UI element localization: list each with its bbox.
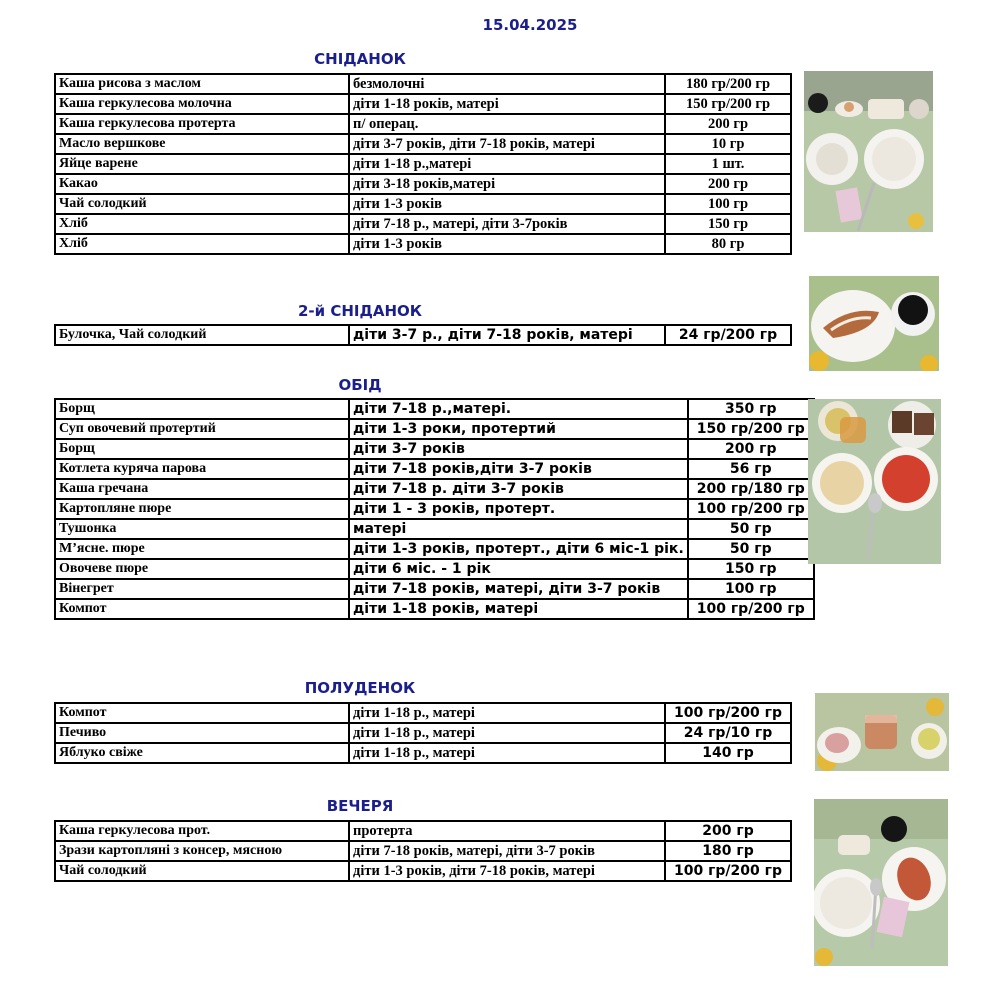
recipients-cell: діти 1-3 років bbox=[349, 234, 665, 254]
table-row bbox=[55, 539, 814, 559]
portion-cell: 200 гр/180 гр bbox=[688, 479, 814, 499]
portion-cell: 140 гр bbox=[665, 743, 791, 763]
second-breakfast-title: 2-й СНІДАНОК bbox=[297, 302, 423, 320]
dish-cell: Каша гречана bbox=[55, 479, 349, 499]
portion-cell: 100 гр bbox=[688, 579, 814, 599]
dish-cell: Каша геркулесова молочна bbox=[55, 94, 349, 114]
portion-cell: 80 гр bbox=[665, 234, 791, 254]
portion-cell: 10 гр bbox=[665, 134, 791, 154]
snack-photo bbox=[815, 693, 949, 771]
recipients-cell: п/ операц. bbox=[349, 114, 665, 134]
dish-cell: Компот bbox=[55, 703, 349, 723]
recipients-cell: безмолочні bbox=[349, 74, 665, 94]
menu-date: 15.04.2025 bbox=[482, 16, 578, 34]
dish-cell: Яблуко свіже bbox=[55, 743, 349, 763]
portion-cell: 350 гр bbox=[688, 399, 814, 419]
recipients-cell: діти 7-18 років,діти 3-7 років bbox=[349, 459, 688, 479]
table-row bbox=[55, 419, 814, 439]
snack-table bbox=[54, 702, 792, 764]
dish-cell: Хліб bbox=[55, 214, 349, 234]
portion-cell: 100 гр/200 гр bbox=[665, 703, 791, 723]
recipients-cell: діти 7-18 р.,матері. bbox=[349, 399, 688, 419]
recipients-cell: діти 1-3 років, діти 7-18 років, матері bbox=[349, 861, 665, 881]
recipients-cell: діти 1-3 роки, протертий bbox=[349, 419, 688, 439]
recipients-cell: діти 3-18 років,матері bbox=[349, 174, 665, 194]
table-row bbox=[55, 194, 791, 214]
recipients-cell: діти 6 міс. - 1 рік bbox=[349, 559, 688, 579]
recipients-cell: діти 1-3 років bbox=[349, 194, 665, 214]
table-row bbox=[55, 579, 814, 599]
table-row bbox=[55, 154, 791, 174]
portion-cell: 50 гр bbox=[688, 519, 814, 539]
portion-cell: 56 гр bbox=[688, 459, 814, 479]
table-row bbox=[55, 214, 791, 234]
table-row bbox=[55, 94, 791, 114]
table-row bbox=[55, 74, 791, 94]
portion-cell: 100 гр/200 гр bbox=[688, 599, 814, 619]
dish-cell: Каша геркулесова протерта bbox=[55, 114, 349, 134]
dinner-table bbox=[54, 820, 792, 882]
dish-cell: Чай солодкий bbox=[55, 194, 349, 214]
portion-cell: 200 гр bbox=[665, 114, 791, 134]
table-row bbox=[55, 459, 814, 479]
lunch-table bbox=[54, 398, 815, 620]
table-row bbox=[55, 499, 814, 519]
portion-cell: 150 гр bbox=[665, 214, 791, 234]
portion-cell: 150 гр/200 гр bbox=[665, 94, 791, 114]
dish-cell: Какао bbox=[55, 174, 349, 194]
recipients-cell: протерта bbox=[349, 821, 665, 841]
table-row bbox=[55, 519, 814, 539]
dish-cell: Суп овочевий протертий bbox=[55, 419, 349, 439]
breakfast-table bbox=[54, 73, 792, 255]
portion-cell: 180 гр/200 гр bbox=[665, 74, 791, 94]
portion-cell: 200 гр bbox=[688, 439, 814, 459]
second-breakfast-photo bbox=[809, 276, 939, 371]
table-row bbox=[55, 134, 791, 154]
recipients-cell: діти 1-18 років, матері bbox=[349, 94, 665, 114]
recipients-cell: діти 1-18 р., матері bbox=[349, 723, 665, 743]
table-row bbox=[55, 114, 791, 134]
dish-cell: Овочеве пюре bbox=[55, 559, 349, 579]
recipients-cell: діти 7-18 р. діти 3-7 років bbox=[349, 479, 688, 499]
table-row bbox=[55, 439, 814, 459]
portion-cell: 150 гр bbox=[688, 559, 814, 579]
dish-cell: Хліб bbox=[55, 234, 349, 254]
dish-cell: Борщ bbox=[55, 399, 349, 419]
dish-cell: Вінегрет bbox=[55, 579, 349, 599]
dish-cell: Компот bbox=[55, 599, 349, 619]
dinner-title: ВЕЧЕРЯ bbox=[326, 797, 394, 815]
recipients-cell: діти 1-18 р.,матері bbox=[349, 154, 665, 174]
dish-cell: Яйце варене bbox=[55, 154, 349, 174]
table-row bbox=[55, 861, 791, 881]
dish-cell: Борщ bbox=[55, 439, 349, 459]
recipients-cell: матері bbox=[349, 519, 688, 539]
recipients-cell: діти 1-3 років, протерт., діти 6 міс-1 рік. bbox=[349, 539, 688, 559]
portion-cell: 100 гр bbox=[665, 194, 791, 214]
table-row bbox=[55, 325, 791, 345]
table-row bbox=[55, 174, 791, 194]
dish-cell: Каша рисова з маслом bbox=[55, 74, 349, 94]
lunch-title: ОБІД bbox=[338, 376, 382, 394]
portion-cell: 24 гр/200 гр bbox=[665, 325, 791, 345]
dish-cell: Чай солодкий bbox=[55, 861, 349, 881]
portion-cell: 1 шт. bbox=[665, 154, 791, 174]
dish-cell: Картопляне пюре bbox=[55, 499, 349, 519]
snack-title: ПОЛУДЕНОК bbox=[304, 679, 416, 697]
table-row bbox=[55, 599, 814, 619]
lunch-photo bbox=[808, 399, 941, 564]
table-row bbox=[55, 821, 791, 841]
portion-cell: 50 гр bbox=[688, 539, 814, 559]
table-row bbox=[55, 479, 814, 499]
recipients-cell: діти 1-18 р., матері bbox=[349, 703, 665, 723]
dinner-photo bbox=[814, 799, 948, 966]
dish-cell: Зрази картопляні з консер, мясною bbox=[55, 841, 349, 861]
table-row bbox=[55, 234, 791, 254]
recipients-cell: діти 7-18 років, матері, діти 3-7 років bbox=[349, 841, 665, 861]
portion-cell: 180 гр bbox=[665, 841, 791, 861]
portion-cell: 24 гр/10 гр bbox=[665, 723, 791, 743]
portion-cell: 200 гр bbox=[665, 821, 791, 841]
recipients-cell: діти 3-7 років bbox=[349, 439, 688, 459]
dish-cell: Каша геркулесова прот. bbox=[55, 821, 349, 841]
dish-cell: М’ясне. пюре bbox=[55, 539, 349, 559]
table-row bbox=[55, 841, 791, 861]
portion-cell: 100 гр/200 гр bbox=[665, 861, 791, 881]
dish-cell: Масло вершкове bbox=[55, 134, 349, 154]
table-row bbox=[55, 399, 814, 419]
table-row bbox=[55, 559, 814, 579]
table-row bbox=[55, 743, 791, 763]
recipients-cell: діти 1-18 років, матері bbox=[349, 599, 688, 619]
breakfast-title: СНІДАНОК bbox=[314, 50, 406, 68]
recipients-cell: діти 3-7 р., діти 7-18 років, матері bbox=[349, 325, 665, 345]
dish-cell: Тушонка bbox=[55, 519, 349, 539]
portion-cell: 150 гр/200 гр bbox=[688, 419, 814, 439]
recipients-cell: діти 1-18 р., матері bbox=[349, 743, 665, 763]
recipients-cell: діти 7-18 р., матері, діти 3-7років bbox=[349, 214, 665, 234]
breakfast-photo bbox=[804, 71, 933, 232]
table-row bbox=[55, 723, 791, 743]
portion-cell: 100 гр/200 гр bbox=[688, 499, 814, 519]
dish-cell: Печиво bbox=[55, 723, 349, 743]
dish-cell: Котлета куряча парова bbox=[55, 459, 349, 479]
recipients-cell: діти 7-18 років, матері, діти 3-7 років bbox=[349, 579, 688, 599]
table-row bbox=[55, 703, 791, 723]
second-breakfast-table bbox=[54, 324, 792, 346]
recipients-cell: діти 3-7 років, діти 7-18 років, матері bbox=[349, 134, 665, 154]
portion-cell: 200 гр bbox=[665, 174, 791, 194]
dish-cell: Булочка, Чай солодкий bbox=[55, 325, 349, 345]
recipients-cell: діти 1 - 3 років, протерт. bbox=[349, 499, 688, 519]
